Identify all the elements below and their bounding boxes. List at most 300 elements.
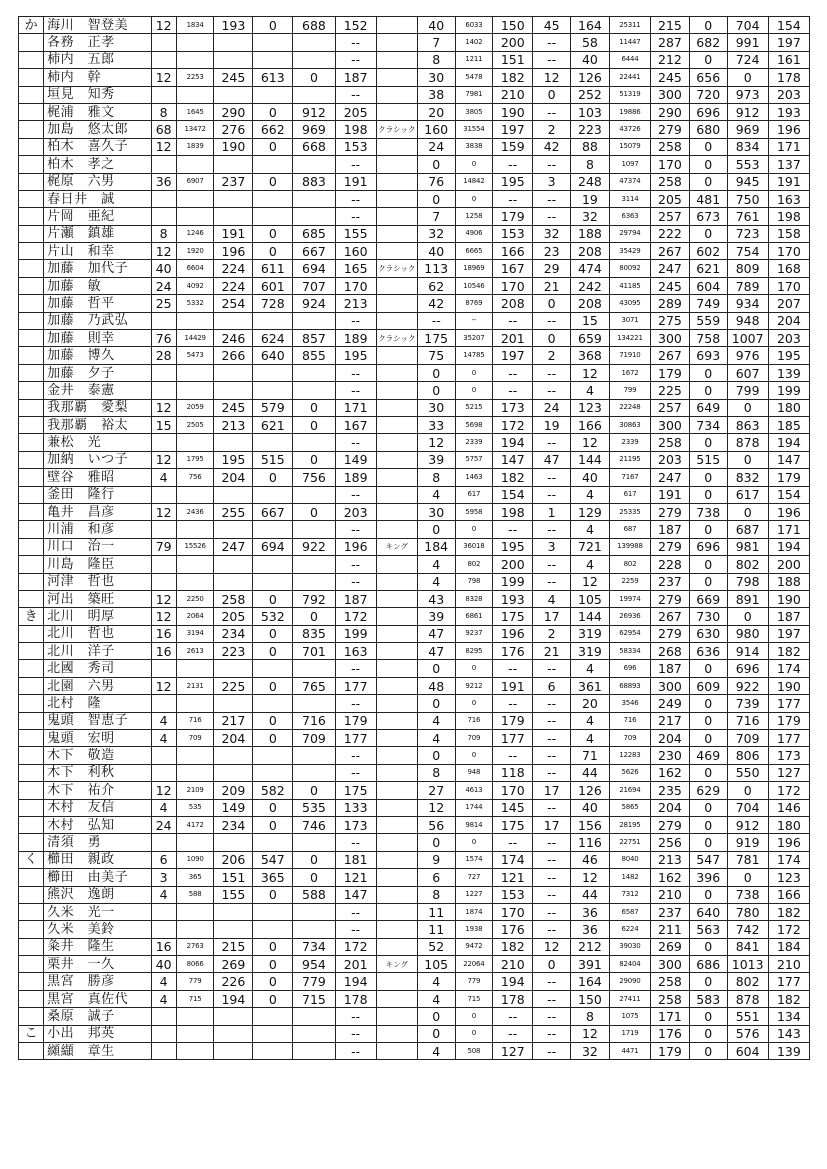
c1-high-cell: 217 bbox=[214, 712, 253, 729]
c3-high-cell: 279 bbox=[651, 590, 690, 607]
c1-600-cell: 0 bbox=[253, 103, 293, 120]
c1-total-cell bbox=[176, 486, 214, 503]
c3-games-cell: 150 bbox=[571, 990, 610, 1007]
player-name-cell: 釜田 隆行 bbox=[44, 486, 151, 503]
c2-avg-cell: 197 bbox=[493, 121, 533, 138]
c3-700-cell: 891 bbox=[727, 590, 768, 607]
c3-games-cell: 319 bbox=[571, 643, 610, 660]
c1-high-cell bbox=[214, 903, 253, 920]
c1-high-cell: 245 bbox=[214, 69, 253, 86]
c1-high-cell: 224 bbox=[214, 277, 253, 294]
c3-600-cell: 0 bbox=[689, 695, 727, 712]
c2-total-cell: 5757 bbox=[455, 451, 493, 468]
c1-700-cell bbox=[293, 364, 335, 381]
c3-games-cell: 19 bbox=[571, 190, 610, 207]
c1-high-cell: 151 bbox=[214, 869, 253, 886]
c2-avg-cell: 175 bbox=[493, 608, 533, 625]
c3-600-cell: 630 bbox=[689, 625, 727, 642]
kana-group-cell bbox=[19, 747, 44, 764]
class-note-cell bbox=[376, 556, 417, 573]
c2-avg-cell: 177 bbox=[493, 730, 533, 747]
c1-high-cell: 269 bbox=[214, 956, 253, 973]
c1-avg-cell: 179 bbox=[335, 712, 376, 729]
kana-group-cell bbox=[19, 295, 44, 312]
c1-600-cell bbox=[253, 208, 293, 225]
c3-total-cell: 19974 bbox=[609, 590, 650, 607]
c1-games-cell: 16 bbox=[151, 625, 176, 642]
c2-games-cell: 4 bbox=[417, 730, 455, 747]
c1-700-cell bbox=[293, 156, 335, 173]
c2-total-cell: 1211 bbox=[455, 51, 493, 68]
c1-high-cell: 247 bbox=[214, 538, 253, 555]
c2-games-cell: 7 bbox=[417, 208, 455, 225]
c3-high-cell: 287 bbox=[651, 34, 690, 51]
c2-hdcp-cell: 23 bbox=[533, 243, 571, 260]
c3-high-cell: 205 bbox=[651, 190, 690, 207]
c3-avg-cell: 179 bbox=[768, 469, 809, 486]
kana-group-cell bbox=[19, 973, 44, 990]
player-name-cell: 柿内 幹 bbox=[44, 69, 151, 86]
c3-games-cell: 44 bbox=[571, 764, 610, 781]
c1-600-cell: 0 bbox=[253, 816, 293, 833]
c3-avg-cell: 154 bbox=[768, 486, 809, 503]
c3-high-cell: 279 bbox=[651, 121, 690, 138]
c3-700-cell: 976 bbox=[727, 347, 768, 364]
class-note-cell bbox=[376, 1025, 417, 1042]
c2-games-cell: 160 bbox=[417, 121, 455, 138]
c1-700-cell bbox=[293, 1008, 335, 1025]
c3-avg-cell: 197 bbox=[768, 34, 809, 51]
c1-games-cell: 12 bbox=[151, 590, 176, 607]
c3-games-cell: 164 bbox=[571, 17, 610, 34]
c3-avg-cell: 139 bbox=[768, 364, 809, 381]
c3-avg-cell: 196 bbox=[768, 834, 809, 851]
c3-high-cell: 249 bbox=[651, 695, 690, 712]
table-row bbox=[19, 903, 810, 920]
player-name-cell: 片岡 亜紀 bbox=[44, 208, 151, 225]
c2-avg-cell: 210 bbox=[493, 86, 533, 103]
c3-600-cell: 563 bbox=[689, 921, 727, 938]
c3-games-cell: 12 bbox=[571, 434, 610, 451]
c3-games-cell: 12 bbox=[571, 1025, 610, 1042]
c1-avg-cell: 167 bbox=[335, 416, 376, 433]
c3-games-cell: 129 bbox=[571, 503, 610, 520]
c1-600-cell bbox=[253, 434, 293, 451]
table-row bbox=[19, 799, 810, 816]
c2-avg-cell: 159 bbox=[493, 138, 533, 155]
c3-total-cell: 8040 bbox=[609, 851, 650, 868]
kana-group-cell bbox=[19, 799, 44, 816]
c2-total-cell: 10546 bbox=[455, 277, 493, 294]
c1-700-cell bbox=[293, 695, 335, 712]
c2-hdcp-cell: -- bbox=[533, 1008, 571, 1025]
c3-total-cell: 3071 bbox=[609, 312, 650, 329]
player-name-cell: 小出 邦英 bbox=[44, 1025, 151, 1042]
c1-total-cell: 2059 bbox=[176, 399, 214, 416]
c3-600-cell: 621 bbox=[689, 260, 727, 277]
c2-total-cell: 0 bbox=[455, 521, 493, 538]
c3-600-cell: 0 bbox=[689, 938, 727, 955]
c1-700-cell bbox=[293, 190, 335, 207]
c3-high-cell: 179 bbox=[651, 1043, 690, 1060]
c1-600-cell: 0 bbox=[253, 938, 293, 955]
c1-700-cell bbox=[293, 86, 335, 103]
c3-games-cell: 361 bbox=[571, 677, 610, 694]
c2-total-cell: 8769 bbox=[455, 295, 493, 312]
player-name-cell: 北川 哲也 bbox=[44, 625, 151, 642]
c1-total-cell bbox=[176, 834, 214, 851]
c3-600-cell: 604 bbox=[689, 277, 727, 294]
c1-700-cell: 535 bbox=[293, 799, 335, 816]
c1-600-cell bbox=[253, 364, 293, 381]
c1-avg-cell: 172 bbox=[335, 938, 376, 955]
c1-600-cell bbox=[253, 34, 293, 51]
c2-total-cell: 22064 bbox=[455, 956, 493, 973]
kana-group-cell bbox=[19, 556, 44, 573]
c3-700-cell: 806 bbox=[727, 747, 768, 764]
c3-total-cell: 15079 bbox=[609, 138, 650, 155]
c3-total-cell: 22248 bbox=[609, 399, 650, 416]
c1-games-cell: 12 bbox=[151, 399, 176, 416]
kana-group-cell bbox=[19, 312, 44, 329]
c3-600-cell: 0 bbox=[689, 434, 727, 451]
c1-600-cell bbox=[253, 695, 293, 712]
c3-avg-cell: 194 bbox=[768, 434, 809, 451]
c3-high-cell: 268 bbox=[651, 643, 690, 660]
c1-700-cell: 924 bbox=[293, 295, 335, 312]
c3-total-cell: 802 bbox=[609, 556, 650, 573]
table-row bbox=[19, 416, 810, 433]
c3-high-cell: 300 bbox=[651, 330, 690, 347]
c3-total-cell: 82404 bbox=[609, 956, 650, 973]
c2-hdcp-cell: 17 bbox=[533, 782, 571, 799]
class-note-cell bbox=[376, 86, 417, 103]
class-note-cell bbox=[376, 573, 417, 590]
c3-games-cell: 208 bbox=[571, 295, 610, 312]
class-note-cell: キング bbox=[376, 956, 417, 973]
class-note-cell bbox=[376, 677, 417, 694]
player-name-cell: 粂井 隆生 bbox=[44, 938, 151, 955]
c1-high-cell bbox=[214, 486, 253, 503]
c2-total-cell: 14842 bbox=[455, 173, 493, 190]
c3-600-cell: 0 bbox=[689, 1008, 727, 1025]
c3-avg-cell: 172 bbox=[768, 782, 809, 799]
c3-600-cell: 686 bbox=[689, 956, 727, 973]
c3-games-cell: 4 bbox=[571, 556, 610, 573]
c1-high-cell: 246 bbox=[214, 330, 253, 347]
c3-high-cell: 230 bbox=[651, 747, 690, 764]
player-name-cell: 我那覇 裕太 bbox=[44, 416, 151, 433]
table-row bbox=[19, 312, 810, 329]
c1-high-cell: 205 bbox=[214, 608, 253, 625]
c1-total-cell: 365 bbox=[176, 869, 214, 886]
c1-games-cell bbox=[151, 556, 176, 573]
c1-games-cell: 40 bbox=[151, 956, 176, 973]
c2-hdcp-cell: 17 bbox=[533, 816, 571, 833]
c1-600-cell: 0 bbox=[253, 712, 293, 729]
c3-avg-cell: 171 bbox=[768, 521, 809, 538]
c1-avg-cell: 187 bbox=[335, 590, 376, 607]
c3-600-cell: 0 bbox=[689, 173, 727, 190]
c3-avg-cell: 184 bbox=[768, 938, 809, 955]
player-name-cell: 北川 洋子 bbox=[44, 643, 151, 660]
c3-avg-cell: 147 bbox=[768, 451, 809, 468]
c2-avg-cell: 178 bbox=[493, 990, 533, 1007]
c3-games-cell: 105 bbox=[571, 590, 610, 607]
kana-group-cell bbox=[19, 451, 44, 468]
c3-700-cell: 780 bbox=[727, 903, 768, 920]
kana-group-cell bbox=[19, 225, 44, 242]
class-note-cell bbox=[376, 156, 417, 173]
c1-700-cell bbox=[293, 660, 335, 677]
c1-avg-cell: 178 bbox=[335, 990, 376, 1007]
c2-total-cell: 9472 bbox=[455, 938, 493, 955]
c2-games-cell: 40 bbox=[417, 17, 455, 34]
c3-600-cell: 730 bbox=[689, 608, 727, 625]
c1-games-cell: 4 bbox=[151, 712, 176, 729]
c1-games-cell: 12 bbox=[151, 608, 176, 625]
c1-high-cell: 234 bbox=[214, 816, 253, 833]
c3-600-cell: 547 bbox=[689, 851, 727, 868]
c1-600-cell: 0 bbox=[253, 590, 293, 607]
c2-hdcp-cell: -- bbox=[533, 312, 571, 329]
c3-700-cell: 0 bbox=[727, 782, 768, 799]
c3-high-cell: 258 bbox=[651, 173, 690, 190]
c1-games-cell bbox=[151, 190, 176, 207]
c3-avg-cell: 190 bbox=[768, 677, 809, 694]
c3-games-cell: 71 bbox=[571, 747, 610, 764]
c2-games-cell: 0 bbox=[417, 364, 455, 381]
c3-avg-cell: 177 bbox=[768, 695, 809, 712]
c3-games-cell: 40 bbox=[571, 799, 610, 816]
c1-high-cell: 194 bbox=[214, 990, 253, 1007]
c1-high-cell: 226 bbox=[214, 973, 253, 990]
c3-avg-cell: 166 bbox=[768, 886, 809, 903]
c2-avg-cell: 173 bbox=[493, 399, 533, 416]
c3-high-cell: 300 bbox=[651, 956, 690, 973]
player-name-cell: 柏木 孝之 bbox=[44, 156, 151, 173]
c1-avg-cell: 160 bbox=[335, 243, 376, 260]
table-row bbox=[19, 677, 810, 694]
c3-600-cell: 469 bbox=[689, 747, 727, 764]
c2-games-cell: 33 bbox=[417, 416, 455, 433]
c3-total-cell: 1672 bbox=[609, 364, 650, 381]
c1-600-cell bbox=[253, 156, 293, 173]
c3-high-cell: 258 bbox=[651, 973, 690, 990]
c1-total-cell bbox=[176, 382, 214, 399]
c3-total-cell: 43095 bbox=[609, 295, 650, 312]
c1-games-cell: 79 bbox=[151, 538, 176, 555]
table-row bbox=[19, 695, 810, 712]
class-note-cell bbox=[376, 138, 417, 155]
kana-group-cell bbox=[19, 103, 44, 120]
c1-600-cell: 582 bbox=[253, 782, 293, 799]
c3-high-cell: 204 bbox=[651, 730, 690, 747]
c1-avg-cell: -- bbox=[335, 51, 376, 68]
c3-avg-cell: 177 bbox=[768, 730, 809, 747]
c2-total-cell: 1574 bbox=[455, 851, 493, 868]
class-note-cell bbox=[376, 973, 417, 990]
table-row bbox=[19, 121, 810, 138]
c3-total-cell: 6444 bbox=[609, 51, 650, 68]
c2-total-cell: 18969 bbox=[455, 260, 493, 277]
kana-group-cell bbox=[19, 399, 44, 416]
c1-600-cell: 0 bbox=[253, 243, 293, 260]
c2-avg-cell: -- bbox=[493, 660, 533, 677]
c3-high-cell: 191 bbox=[651, 486, 690, 503]
c2-total-cell: 5958 bbox=[455, 503, 493, 520]
c3-high-cell: 187 bbox=[651, 521, 690, 538]
c2-total-cell: 0 bbox=[455, 190, 493, 207]
c3-high-cell: 228 bbox=[651, 556, 690, 573]
c1-games-cell bbox=[151, 51, 176, 68]
table-row bbox=[19, 921, 810, 938]
table-row bbox=[19, 295, 810, 312]
class-note-cell bbox=[376, 921, 417, 938]
c1-600-cell: 667 bbox=[253, 503, 293, 520]
c1-games-cell: 6 bbox=[151, 851, 176, 868]
c2-total-cell: 0 bbox=[455, 834, 493, 851]
c3-700-cell: 704 bbox=[727, 799, 768, 816]
c2-games-cell: 24 bbox=[417, 138, 455, 155]
c3-600-cell: 0 bbox=[689, 799, 727, 816]
c2-hdcp-cell: -- bbox=[533, 869, 571, 886]
table-row bbox=[19, 469, 810, 486]
kana-group-cell bbox=[19, 903, 44, 920]
kana-group-cell bbox=[19, 1008, 44, 1025]
class-note-cell bbox=[376, 173, 417, 190]
table-row bbox=[19, 330, 810, 347]
c1-high-cell bbox=[214, 312, 253, 329]
player-name-cell: 木村 弘知 bbox=[44, 816, 151, 833]
player-name-cell: 北村 隆 bbox=[44, 695, 151, 712]
c2-games-cell: 40 bbox=[417, 243, 455, 260]
scores-table bbox=[18, 16, 810, 1060]
table-row bbox=[19, 364, 810, 381]
c1-avg-cell: 213 bbox=[335, 295, 376, 312]
c3-games-cell: 20 bbox=[571, 695, 610, 712]
table-row bbox=[19, 17, 810, 34]
c2-hdcp-cell: 0 bbox=[533, 86, 571, 103]
c2-total-cell: 4906 bbox=[455, 225, 493, 242]
table-row bbox=[19, 608, 810, 625]
c1-600-cell: 0 bbox=[253, 625, 293, 642]
c3-avg-cell: 139 bbox=[768, 1043, 809, 1060]
c1-600-cell: 579 bbox=[253, 399, 293, 416]
c2-avg-cell: 179 bbox=[493, 712, 533, 729]
c3-700-cell: 754 bbox=[727, 243, 768, 260]
kana-group-cell bbox=[19, 138, 44, 155]
c1-games-cell bbox=[151, 921, 176, 938]
kana-group-cell bbox=[19, 156, 44, 173]
c1-total-cell: 2613 bbox=[176, 643, 214, 660]
player-name-cell: 栗井 一久 bbox=[44, 956, 151, 973]
c3-700-cell: 878 bbox=[727, 990, 768, 1007]
c3-total-cell: 2259 bbox=[609, 573, 650, 590]
c3-600-cell: 636 bbox=[689, 643, 727, 660]
class-note-cell bbox=[376, 416, 417, 433]
kana-group-cell bbox=[19, 730, 44, 747]
kana-group-cell bbox=[19, 330, 44, 347]
c3-games-cell: 144 bbox=[571, 451, 610, 468]
c1-avg-cell: -- bbox=[335, 921, 376, 938]
table-row bbox=[19, 956, 810, 973]
c1-total-cell bbox=[176, 34, 214, 51]
c2-total-cell: 14785 bbox=[455, 347, 493, 364]
c3-games-cell: 144 bbox=[571, 608, 610, 625]
c3-avg-cell: 191 bbox=[768, 173, 809, 190]
c3-600-cell: 693 bbox=[689, 347, 727, 364]
class-note-cell bbox=[376, 1008, 417, 1025]
c1-700-cell: 688 bbox=[293, 17, 335, 34]
table-row bbox=[19, 782, 810, 799]
player-name-cell: 川浦 和彦 bbox=[44, 521, 151, 538]
c3-total-cell: 30863 bbox=[609, 416, 650, 433]
c3-high-cell: 258 bbox=[651, 990, 690, 1007]
c1-high-cell: 234 bbox=[214, 625, 253, 642]
c2-games-cell: -- bbox=[417, 312, 455, 329]
c3-high-cell: 204 bbox=[651, 799, 690, 816]
c1-high-cell bbox=[214, 34, 253, 51]
c1-avg-cell: -- bbox=[335, 434, 376, 451]
c1-games-cell bbox=[151, 660, 176, 677]
c3-avg-cell: 179 bbox=[768, 712, 809, 729]
c2-avg-cell: 175 bbox=[493, 816, 533, 833]
c1-avg-cell: 203 bbox=[335, 503, 376, 520]
c1-700-cell: 765 bbox=[293, 677, 335, 694]
kana-group-cell bbox=[19, 347, 44, 364]
c2-hdcp-cell: -- bbox=[533, 190, 571, 207]
c3-total-cell: 29794 bbox=[609, 225, 650, 242]
class-note-cell bbox=[376, 660, 417, 677]
class-note-cell bbox=[376, 938, 417, 955]
c1-700-cell: 969 bbox=[293, 121, 335, 138]
c1-avg-cell: 153 bbox=[335, 138, 376, 155]
c2-total-cell: 8328 bbox=[455, 590, 493, 607]
c2-total-cell: 1938 bbox=[455, 921, 493, 938]
table-row bbox=[19, 277, 810, 294]
c3-high-cell: 256 bbox=[651, 834, 690, 851]
c3-high-cell: 210 bbox=[651, 886, 690, 903]
c2-total-cell: 9212 bbox=[455, 677, 493, 694]
c3-games-cell: 126 bbox=[571, 782, 610, 799]
c3-high-cell: 215 bbox=[651, 17, 690, 34]
c3-700-cell: 551 bbox=[727, 1008, 768, 1025]
c2-avg-cell: 195 bbox=[493, 538, 533, 555]
c1-games-cell: 25 bbox=[151, 295, 176, 312]
c1-avg-cell: -- bbox=[335, 695, 376, 712]
c2-avg-cell: -- bbox=[493, 695, 533, 712]
kana-group-cell bbox=[19, 382, 44, 399]
c2-total-cell: 7981 bbox=[455, 86, 493, 103]
c3-total-cell: 29090 bbox=[609, 973, 650, 990]
c1-700-cell: 0 bbox=[293, 782, 335, 799]
table-row bbox=[19, 86, 810, 103]
c1-total-cell: 756 bbox=[176, 469, 214, 486]
c1-high-cell bbox=[214, 382, 253, 399]
c1-700-cell: 694 bbox=[293, 260, 335, 277]
c2-games-cell: 27 bbox=[417, 782, 455, 799]
kana-group-cell bbox=[19, 51, 44, 68]
c1-600-cell bbox=[253, 51, 293, 68]
c1-games-cell: 12 bbox=[151, 138, 176, 155]
c2-total-cell: 617 bbox=[455, 486, 493, 503]
c1-games-cell: 12 bbox=[151, 243, 176, 260]
c1-high-cell bbox=[214, 764, 253, 781]
c3-700-cell: 576 bbox=[727, 1025, 768, 1042]
c1-avg-cell: 198 bbox=[335, 121, 376, 138]
c2-games-cell: 56 bbox=[417, 816, 455, 833]
